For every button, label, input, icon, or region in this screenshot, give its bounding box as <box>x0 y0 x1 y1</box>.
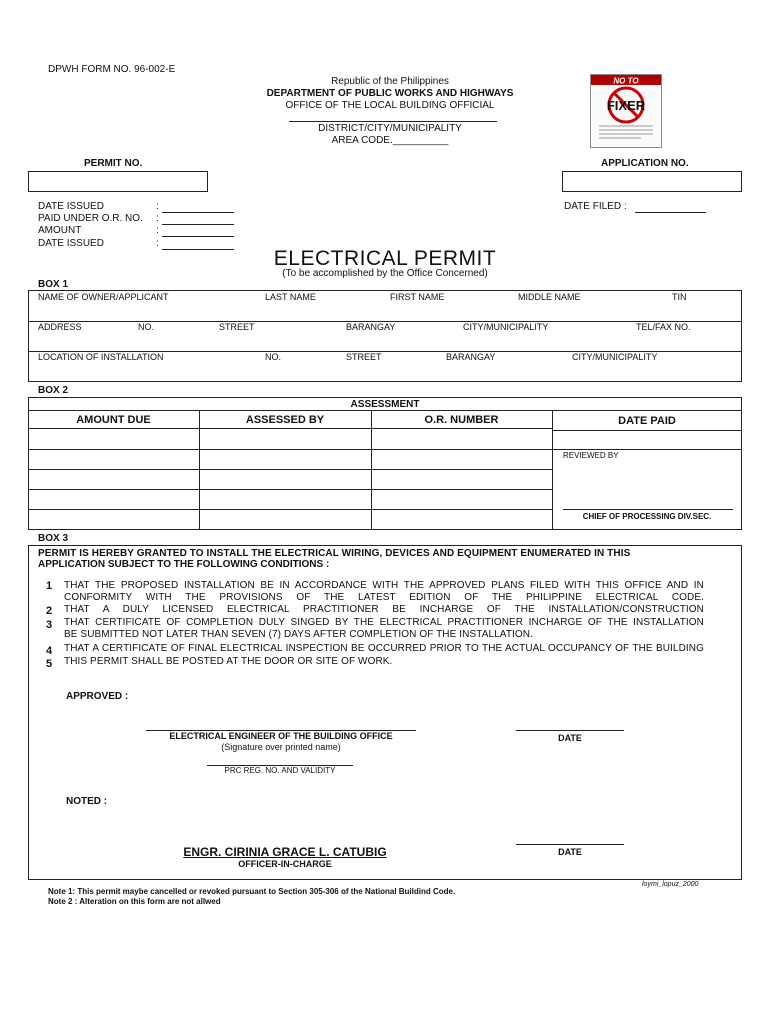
condition-number: 4 <box>46 645 53 657</box>
address-no-label: NO. <box>138 322 155 332</box>
no-fixer-logo <box>590 74 662 148</box>
first-name-label: FIRST NAME <box>390 292 445 302</box>
location-no-label: NO. <box>265 352 282 362</box>
condition-text: THAT A DULY LICENSED ELECTRICAL PRACTITIONER BE INCHARGE OF THE INSTALLATION/CONSTRUCTION <box>64 604 704 615</box>
row-divider <box>28 449 742 450</box>
box3-label: BOX 3 <box>38 533 69 544</box>
svg-text:NO TO: NO TO <box>613 76 639 86</box>
condition-text: THIS PERMIT SHALL BE POSTED AT THE DOOR OR SITE OF WORK. <box>64 656 393 667</box>
colon: : <box>156 213 159 224</box>
assessed-by-header: ASSESSED BY <box>245 414 325 426</box>
box3-heading: PERMIT IS HEREBY GRANTED TO INSTALL THE ELECTRICAL WIRING, DEVICES AND EQUIPMENT ENUMERATED IN THIS <box>38 548 631 559</box>
approved-label: APPROVED : <box>66 691 129 702</box>
credit-text: loymi_lopuz_2000 <box>642 881 699 888</box>
amount-due-header: AMOUNT DUE <box>76 414 151 426</box>
location-city-label: CITY/MUNICIPALITY <box>572 352 658 362</box>
condition-text: BE SUBMITTED NOT LATER THAN SEVEN (7) DAYS AFTER COMPLETION OF THE INSTALLATION. <box>64 629 534 640</box>
signature-label: (Signature over printed name) <box>221 742 341 752</box>
officer-name: ENGR. CIRINIA GRACE L. CATUBIG <box>183 845 387 859</box>
row-divider <box>28 509 552 510</box>
colon: : <box>156 238 159 249</box>
amount-field[interactable] <box>162 236 234 237</box>
row-divider <box>28 489 552 490</box>
row-divider <box>28 469 552 470</box>
page-title: ELECTRICAL PERMIT <box>273 247 497 270</box>
date-issued-label: DATE ISSUED <box>38 201 104 212</box>
no-fixer-icon <box>591 75 661 147</box>
box3-heading-cont: APPLICATION SUBJECT TO THE FOLLOWING CONDITIONS : <box>38 559 330 570</box>
district-underline <box>289 121 497 122</box>
date-label: DATE <box>558 847 582 857</box>
application-no-label: APPLICATION NO. <box>601 158 689 169</box>
page-subtitle: (To be accomplished by the Office Concerned) <box>282 268 488 279</box>
district-line: DISTRICT/CITY/MUNICIPALITY <box>318 123 462 134</box>
last-name-label: LAST NAME <box>265 292 316 302</box>
row-divider <box>28 428 552 429</box>
republic-line: Republic of the Philippines <box>331 76 449 87</box>
box1-label: BOX 1 <box>38 279 69 290</box>
date-paid-header: DATE PAID <box>618 415 676 427</box>
box1-table <box>28 290 742 382</box>
date-filed-label: DATE FILED : <box>564 201 627 212</box>
assessment-heading: ASSESSMENT <box>350 399 420 410</box>
permit-no-field[interactable] <box>28 171 208 192</box>
condition-number: 1 <box>46 580 53 592</box>
condition-text: CONFORMITY WITH THE PROVISIONS OF THE LATEST EDITION OF THE PHILIPPINE ELECTRICAL CODE. <box>64 592 704 603</box>
box2-label: BOX 2 <box>38 385 69 396</box>
date-issued-field[interactable] <box>162 212 234 213</box>
row-divider <box>552 430 742 431</box>
paid-under-label: PAID UNDER O.R. NO. <box>38 213 143 224</box>
condition-number: 5 <box>46 658 53 670</box>
address-label: ADDRESS <box>38 322 82 332</box>
amount-label: AMOUNT <box>38 225 82 236</box>
location-barangay-label: BARANGAY <box>446 352 496 362</box>
or-number-field[interactable] <box>162 224 234 225</box>
area-code-line: AREA CODE.__________ <box>331 135 449 146</box>
chief-label: CHIEF OF PROCESSING DIV.SEC. <box>582 512 712 521</box>
owner-name-label: NAME OF OWNER/APPLICANT <box>38 292 169 302</box>
condition-text: THAT CERTIFICATE OF COMPLETION DULY SINGED BY THE ELECTRICAL PRACTITIONER INCHARGE OF THE INSTALLATION <box>64 617 704 628</box>
assessment-divider <box>28 410 742 411</box>
date-label: DATE <box>558 733 582 743</box>
condition-text: THAT THE PROPOSED INSTALLATION BE IN ACCORDANCE WITH THE APPROVED PLANS FILED WITH THIS OFFICE AND IN <box>64 580 704 591</box>
reviewer-signature-line <box>563 509 733 510</box>
date-issued2-label: DATE ISSUED <box>38 238 104 249</box>
application-no-field[interactable] <box>562 171 742 192</box>
note-2: Note 2 : Alteration on this form are not allwed <box>48 897 221 906</box>
condition-number: 3 <box>46 619 53 631</box>
colon: : <box>156 225 159 236</box>
officer-title: OFFICER-IN-CHARGE <box>238 859 332 869</box>
location-label: LOCATION OF INSTALLATION <box>38 352 164 362</box>
date-line <box>516 730 624 731</box>
colon: : <box>156 201 159 212</box>
reviewed-by-label: REVIEWED BY <box>563 451 619 460</box>
engineer-label: ELECTRICAL ENGINEER OF THE BUILDING OFFICE <box>169 731 393 741</box>
address-street-label: STREET <box>219 322 255 332</box>
department-line: DEPARTMENT OF PUBLIC WORKS AND HIGHWAYS <box>266 88 514 99</box>
location-street-label: STREET <box>346 352 382 362</box>
date-line <box>516 844 624 845</box>
form-number: DPWH FORM NO. 96-002-E <box>48 64 176 75</box>
condition-text: THAT A CERTIFICATE OF FINAL ELECTRICAL INSPECTION BE OCCURRED PRIOR TO THE ACTUAL OCCUPANCY OF THE BUILDING <box>64 643 704 654</box>
or-number-header: O.R. NUMBER <box>424 414 499 426</box>
office-line: OFFICE OF THE LOCAL BUILDING OFFICIAL <box>285 100 495 111</box>
telfax-label: TEL/FAX NO. <box>636 322 691 332</box>
date-filed-field[interactable] <box>635 212 706 213</box>
address-barangay-label: BARANGAY <box>346 322 396 332</box>
note-1: Note 1: This permit maybe cancelled or revoked pursuant to Section 305-306 of the National Buildind Code. <box>48 887 456 896</box>
noted-label: NOTED : <box>66 796 108 807</box>
condition-number: 2 <box>46 605 53 617</box>
prc-label: PRC REG. NO. AND VALIDITY <box>224 766 336 775</box>
permit-no-label: PERMIT NO. <box>84 158 143 169</box>
middle-name-label: MIDDLE NAME <box>518 292 581 302</box>
svg-text:FIXER: FIXER <box>606 98 646 113</box>
tin-label: TIN <box>672 292 687 302</box>
address-city-label: CITY/MUNICIPALITY <box>463 322 549 332</box>
